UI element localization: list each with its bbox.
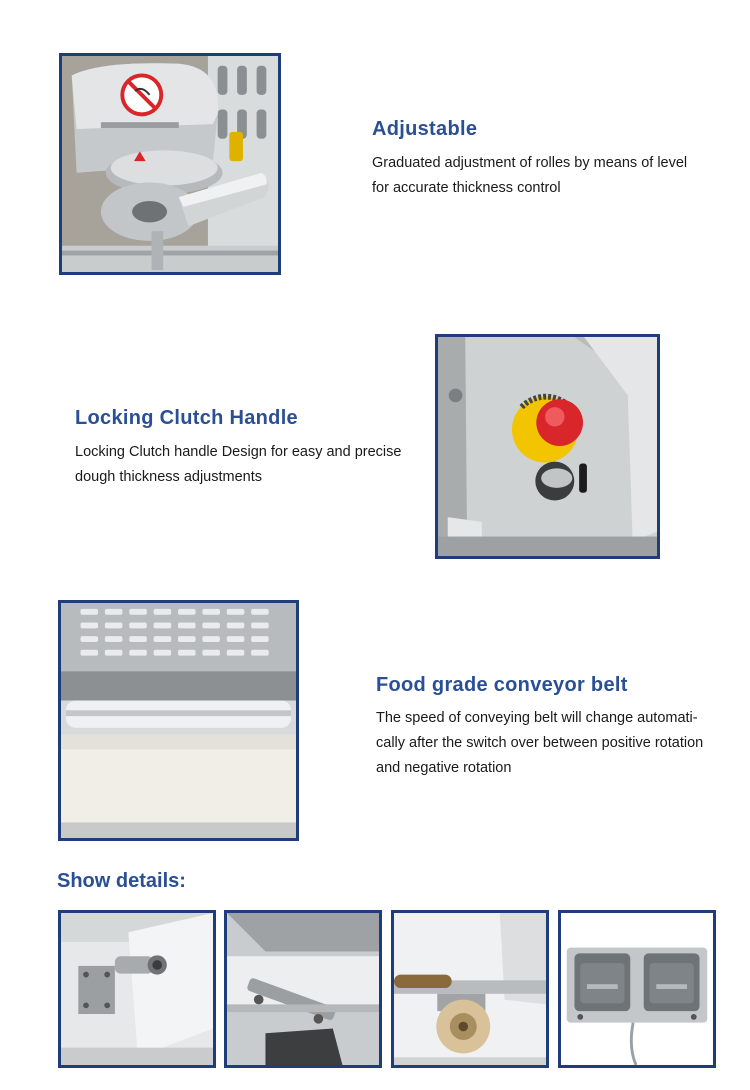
caster-wheel-illustration [394, 913, 546, 1065]
feature-text-line: and negative rotation [376, 760, 512, 776]
feature-text-line: Locking Clutch handle Design for easy and precise [75, 444, 402, 460]
feature-text-conveyor-belt [376, 706, 726, 781]
feature-title-locking-clutch: Locking Clutch Handle [75, 407, 298, 429]
adjustment-lever-illustration [62, 56, 278, 272]
bracket-detail-photo [224, 910, 382, 1068]
adjustment-lever-photo [59, 53, 281, 275]
feature-text-line: for accurate thickness control [372, 180, 561, 196]
foot-pedal-illustration [561, 913, 713, 1065]
feature-text-line: dough thickness adjustments [75, 469, 262, 485]
feature-text-line: Graduated adjustment of rolles by means of level [372, 155, 688, 171]
conveyor-belt-photo [58, 600, 299, 841]
hinge-detail-illustration [61, 913, 213, 1065]
feature-title-conveyor-belt: Food grade conveyor belt [376, 674, 628, 696]
emergency-stop-photo [435, 334, 660, 559]
foot-pedal-photo [558, 910, 716, 1068]
feature-text-adjustable [372, 151, 712, 201]
feature-text-locking-clutch [75, 440, 420, 490]
conveyor-belt-illustration [61, 603, 296, 838]
emergency-stop-illustration [438, 337, 657, 556]
feature-text-line: cally after the switch over between positive rotation [376, 735, 704, 751]
show-details-heading: Show details: [57, 870, 186, 892]
bracket-detail-illustration [227, 913, 379, 1065]
caster-wheel-photo [391, 910, 549, 1068]
feature-text-line: The speed of conveying belt will change automati- [376, 710, 698, 726]
hinge-detail-photo [58, 910, 216, 1068]
feature-title-adjustable: Adjustable [372, 118, 478, 140]
